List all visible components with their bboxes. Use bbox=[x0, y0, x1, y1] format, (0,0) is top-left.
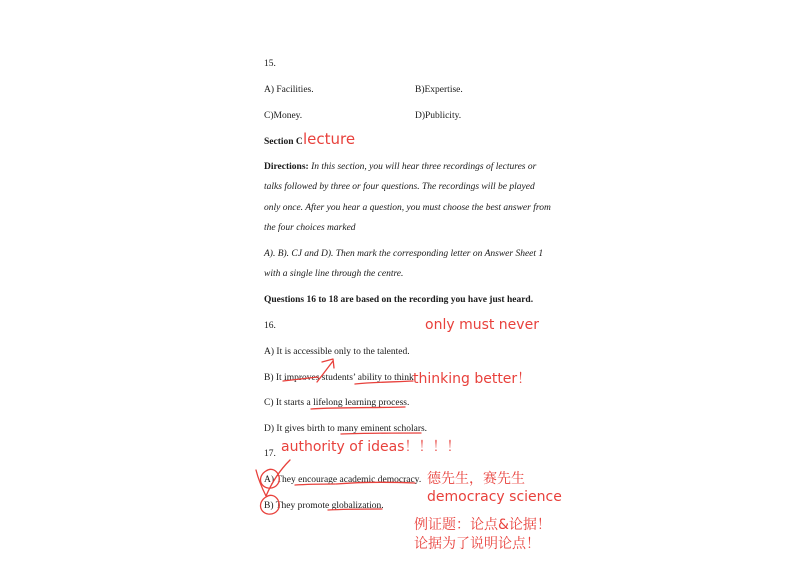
q16-option-b: B) It improves students’ ability to think. bbox=[264, 373, 417, 383]
annotation-lecture: lecture bbox=[303, 130, 356, 148]
annotation-thinking-better: thinking better！ bbox=[413, 371, 532, 387]
directions-line-2: talks followed by three or four questions. The recordings will be played bbox=[264, 182, 535, 192]
q16-option-a: A) It is accessible only to the talented. bbox=[264, 347, 410, 357]
q15-number: 15. bbox=[264, 59, 276, 69]
ink-arrow-head bbox=[322, 359, 334, 368]
annotation-example-line-1: 例证题：论点&论据！ bbox=[414, 517, 551, 533]
q17-option-b: B) They promote globalization. bbox=[264, 501, 384, 511]
directions-label: Directions: bbox=[264, 162, 309, 172]
annotation-example-line-2: 论据为了说明论点！ bbox=[414, 536, 540, 552]
questions-heading: Questions 16 to 18 are based on the recording you have just heard. bbox=[264, 295, 534, 305]
q15-option-d: D)Publicity. bbox=[415, 111, 462, 121]
q16-option-c: C) It starts a lifelong learning process. bbox=[264, 398, 410, 408]
q17-option-a: A) They encourage academic democracy. bbox=[264, 475, 422, 485]
q16-option-d: D) It gives birth to many eminent scholars. bbox=[264, 424, 428, 434]
annotation-democracy-science: democracy science bbox=[427, 489, 562, 505]
q16-number: 16. bbox=[264, 321, 276, 331]
section-heading: Section C bbox=[264, 137, 303, 147]
directions-text-1: In this section, you will hear three recordings of lectures or bbox=[311, 162, 537, 172]
directions-line-6: with a single line through the centre. bbox=[264, 269, 404, 279]
q15-option-a: A) Facilities. bbox=[264, 85, 314, 95]
directions-line-4: the four choices marked bbox=[264, 223, 356, 233]
directions-line-5: A). B). CJ and D). Then mark the corresponding letter on Answer Sheet 1 bbox=[264, 249, 544, 259]
annotation-only-must-never: only must never bbox=[425, 317, 539, 333]
annotation-authority-of-ideas: authority of ideas！！！！ bbox=[281, 439, 461, 455]
q17-number: 17. bbox=[264, 449, 276, 459]
q15-option-b: B)Expertise. bbox=[415, 85, 463, 95]
directions-line-1 bbox=[264, 161, 536, 173]
q15-option-c: C)Money. bbox=[264, 111, 303, 121]
annotation-de-sai: 德先生，赛先生 bbox=[427, 471, 525, 487]
directions-line-3: only once. After you hear a question, you must choose the best answer from bbox=[264, 203, 551, 213]
